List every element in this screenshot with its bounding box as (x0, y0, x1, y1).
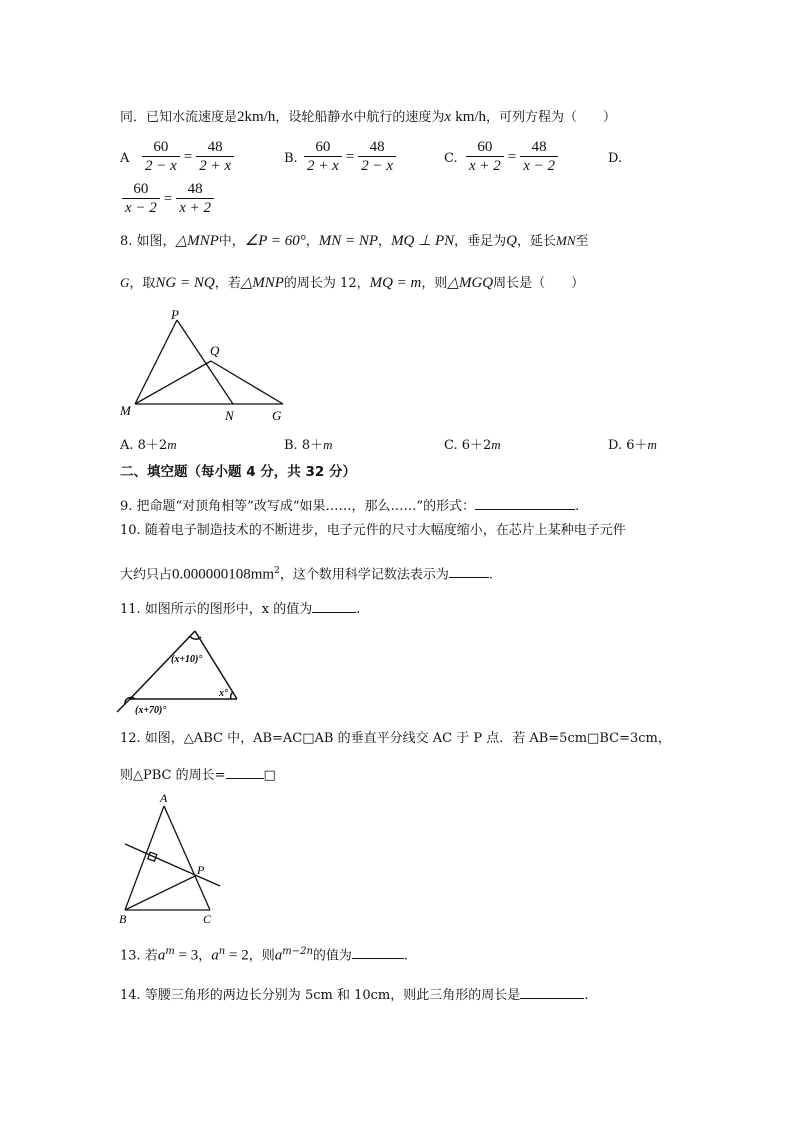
q8-figure (115, 305, 295, 430)
angle-arc-right (231, 692, 233, 699)
label-c: C (203, 912, 212, 926)
q7-stem: 同．已知水流速度是2km/h，设轮船静水中航行的速度为x km/h，可列方程为（ ） (120, 109, 617, 125)
q12-figure (115, 790, 230, 930)
q12-line2: 则△PBC 的周长= □ (120, 764, 276, 785)
angle-arc-top (190, 636, 201, 639)
q7-option-b-label: B. (284, 151, 298, 166)
label-angle-right: x° (219, 688, 228, 699)
label-g: G (272, 408, 282, 423)
q8-option-a: A. 8＋2m (120, 437, 177, 453)
q8-line2: G，取NG = NQ，若△MNP的周长为 12，MQ = m，则△MGQ周长是（ ） (120, 275, 585, 291)
label-m: M (120, 403, 131, 418)
q7-options-row (120, 138, 680, 184)
q8-line1: 8. 如图，△MNP中，∠P = 60°，MN = NP，MQ ⊥ PN，垂足为Q，延长MN至 (120, 233, 589, 249)
q7-option-a: $\frac{60}{2 - x}$ = $\frac{48}{2 + x}$ (140, 138, 236, 175)
q10-line1: 10. 随着电子制造技术的不断进步，电子元件的尺寸大幅度缩小，在芯片上某种电子元件 (120, 523, 626, 538)
label-q: Q (210, 343, 220, 358)
q12-line1: 12. 如图，△ABC 中，AB=AC□AB 的垂直平分线交 AC 于 P 点．若 AB=5cm□BC=3cm， (120, 731, 671, 746)
q8-option-c: C. 6＋2m (444, 437, 501, 453)
q7-option-c-label: C. (444, 151, 458, 166)
q8-option-d: D. 6＋m (608, 437, 657, 453)
perpendicular-bisector (125, 844, 220, 886)
q13-answer-blank[interactable] (352, 944, 404, 959)
q10-line2: 大约只占$0.000000108mm^2$，这个数用科学记数法表示为 . (120, 562, 493, 584)
label-angle-top: (x+10)° (171, 654, 203, 665)
q8-options-row (120, 436, 680, 456)
label-angle-left: (x+70)° (135, 705, 167, 716)
q9-answer-blank[interactable] (475, 495, 575, 510)
side-right (195, 631, 237, 699)
label-p: P (171, 307, 179, 322)
side-ac (164, 806, 210, 910)
q14: 14. 等腰三角形的两边长分别为 5cm 和 10cm，则此三角形的周长是 . (120, 984, 588, 1005)
q10-answer-blank[interactable] (449, 563, 489, 578)
q9: 9. 把命题“对顶角相等”改写成“如果……，那么……”的形式： . (120, 495, 579, 516)
q14-answer-blank[interactable] (520, 984, 584, 999)
q11-figure (115, 624, 245, 719)
q8-option-b: B. 8＋m (284, 437, 333, 453)
q7-option-d-label: D. (608, 151, 623, 166)
label-b: B (119, 912, 127, 926)
section-title: 二、填空题（每小题 4 分，共 32 分） (120, 464, 356, 480)
q7-option-b: $\frac{60}{2 + x}$ = $\frac{48}{2 - x}$ (302, 138, 398, 175)
side-left (129, 631, 195, 700)
q11: 11. 如图所示的图形中，x 的值为 . (120, 598, 360, 619)
segment-pn (177, 320, 233, 404)
q12-answer-blank[interactable] (226, 764, 264, 779)
q7-option-d: $\frac{60}{x - 2}$ = $\frac{48}{x + 2}$ (120, 180, 216, 217)
segment-qg (211, 361, 283, 404)
label-n: N (225, 408, 234, 423)
q11-answer-blank[interactable] (312, 598, 356, 613)
label-p: P (197, 863, 205, 877)
extension-line (117, 700, 129, 712)
q7-option-c: $\frac{60}{x + 2}$ = $\frac{48}{x - 2}$ (464, 138, 560, 175)
q13: 13. 若$a^m = 3$，$a^n = 2$，则$a^{m-2n}$的值为 . (120, 946, 409, 964)
q7-option-a-label: A (120, 151, 130, 166)
label-a: A (160, 791, 168, 805)
